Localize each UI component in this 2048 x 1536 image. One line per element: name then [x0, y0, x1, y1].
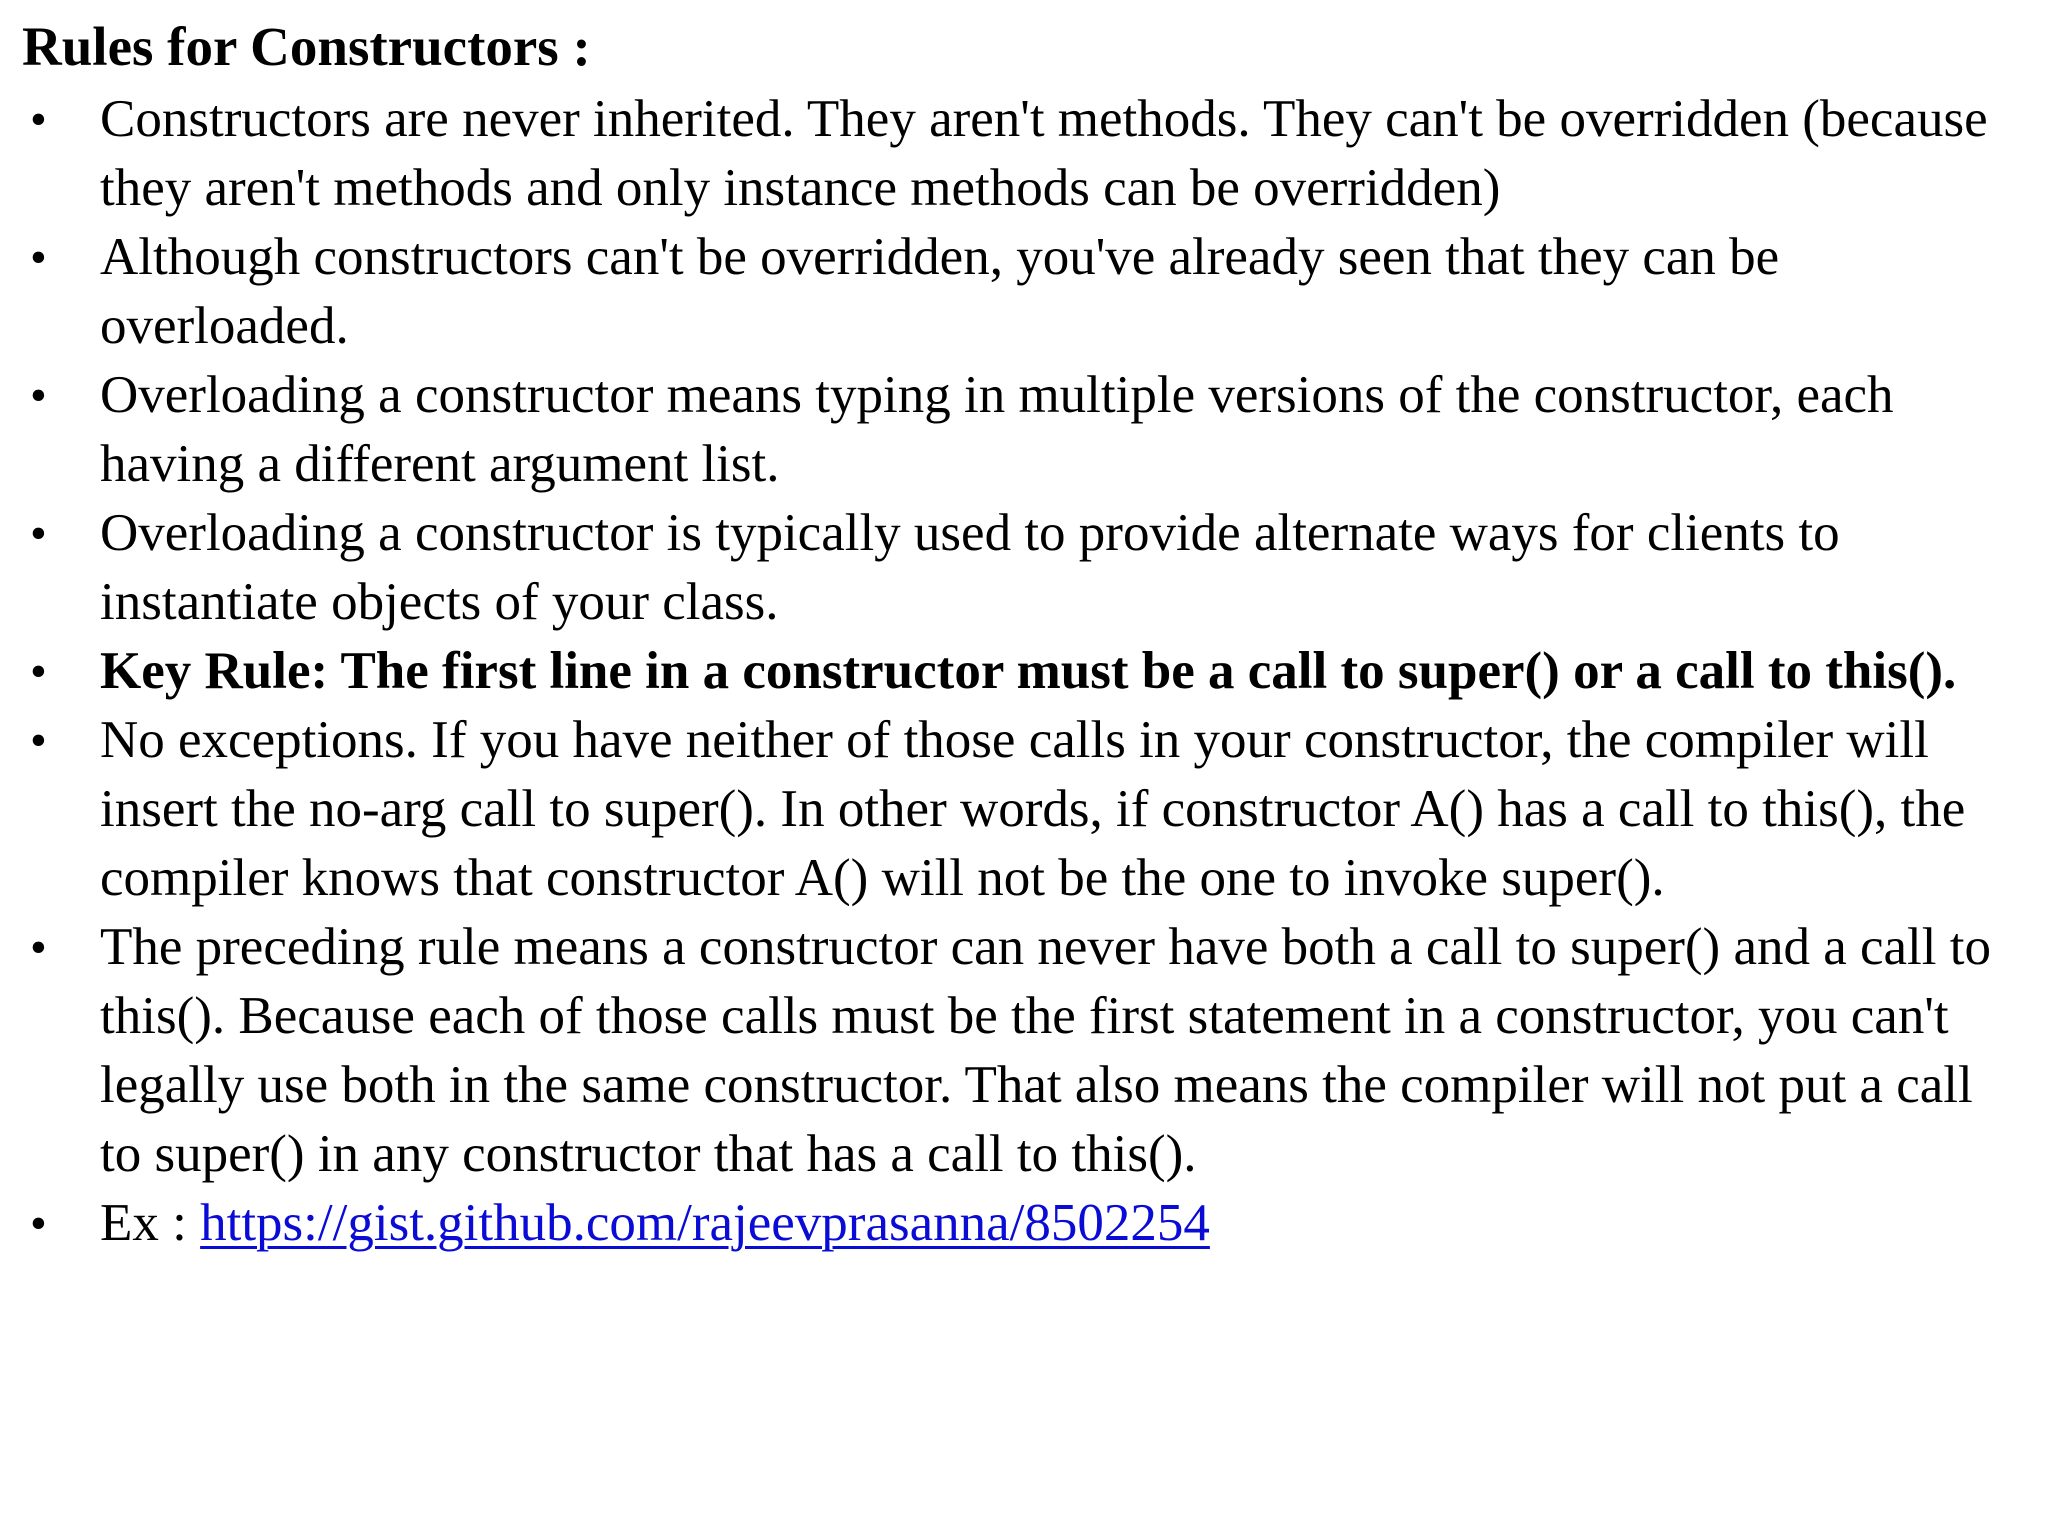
- bullet-icon: •: [30, 231, 47, 284]
- list-item-key-rule: [0, 637, 2000, 706]
- slide-title: Rules for Constructors :: [22, 16, 591, 77]
- list-item-rule-6: [0, 706, 2000, 913]
- list-item-rule-1: [0, 85, 2000, 223]
- list-item-rule-2: [0, 223, 2000, 361]
- rules-list: [0, 85, 2000, 1258]
- rule-text: Constructors are never inherited. They aren't methods. They can't be overridden (because they aren't methods and only instance methods can be overridden): [100, 90, 1988, 217]
- bullet-icon: •: [30, 93, 47, 146]
- example-prefix: Ex :: [100, 1194, 201, 1252]
- list-item-example: [0, 1189, 2000, 1258]
- rule-text: No exceptions. If you have neither of those calls in your constructor, the compiler will insert the no-arg call to super(). In other words, if constructor A() has a call to this(), the compiler knows that constructor A() will not be the one to invoke super().: [100, 711, 1966, 907]
- list-item-rule-7: [0, 913, 2000, 1189]
- example-link[interactable]: https://gist.github.com/rajeevprasanna/8502254: [200, 1194, 1210, 1252]
- list-item-rule-4: [0, 499, 2000, 637]
- rule-text: Although constructors can't be overridden, you've already seen that they can be overloaded.: [100, 228, 1780, 355]
- bullet-icon: •: [30, 714, 47, 767]
- bullet-icon: •: [30, 921, 47, 974]
- rule-text: Overloading a constructor means typing in multiple versions of the constructor, each having a different argument list.: [100, 366, 1894, 493]
- bullet-icon: •: [30, 1197, 47, 1250]
- bullet-icon: •: [30, 645, 47, 698]
- list-item-rule-3: [0, 361, 2000, 499]
- example-line: [100, 1189, 2000, 1258]
- key-rule-text: Key Rule: The first line in a constructor must be a call to super() or a call to this().: [100, 642, 1957, 700]
- rule-text: The preceding rule means a constructor can never have both a call to super() and a call to this(). Because each of those calls must be the first statement in a constructor, you can't legally use both in the same constructor. That also means the compiler will not put a call to super() in any constructor that has a call to this().: [100, 918, 1991, 1183]
- rule-text: Overloading a constructor is typically used to provide alternate ways for clients to instantiate objects of your class.: [100, 504, 1840, 631]
- bullet-icon: •: [30, 369, 47, 422]
- bullet-icon: •: [30, 507, 47, 560]
